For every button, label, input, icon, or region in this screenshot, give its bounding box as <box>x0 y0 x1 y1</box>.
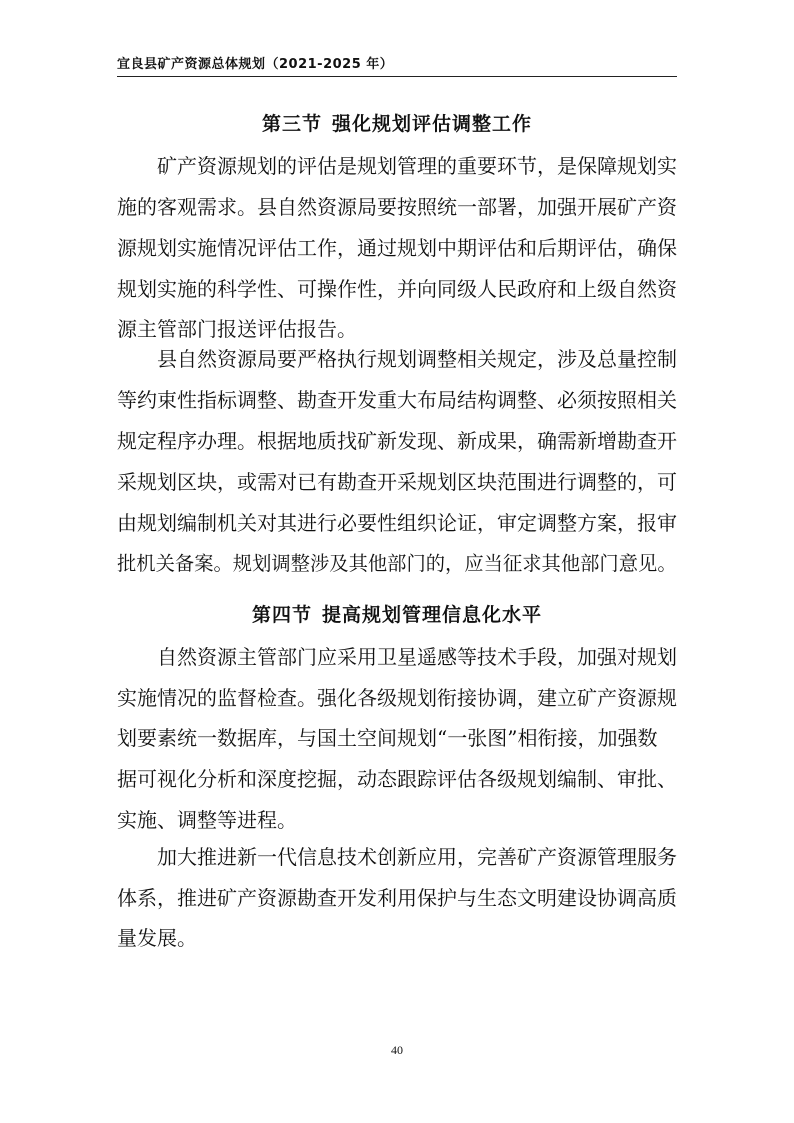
paragraph-line: 采规划区块，或需对已有勘查开采规划区块范围进行调整的，可 <box>117 470 677 494</box>
paragraph-line: 据可视化分析和深度挖掘，动态跟踪评估各级规划编制、审批、 <box>117 767 677 791</box>
running-header: 宜良县矿产资源总体规划（2021-2025 年） <box>117 57 394 72</box>
paragraph-line: 实施、调整等进程。 <box>117 808 297 832</box>
paragraph-line: 体系，推进矿产资源勘查开发利用保护与生态文明建设协调高质 <box>117 886 677 910</box>
paragraph-line: 县自然资源局要严格执行规划调整相关规定，涉及总量控制 <box>157 347 677 371</box>
section-title: 提高规划管理信息化水平 <box>322 604 543 626</box>
paragraph-line: 量发展。 <box>117 926 197 950</box>
paragraph-line: 施的客观需求。县自然资源局要按照统一部署，加强开展矿产资 <box>117 195 677 219</box>
section-heading <box>117 109 677 136</box>
paragraph-line: 划要素统一数据库，与国土空间规划“一张图”相衔接，加强数 <box>117 726 658 750</box>
section-number: 第四节 <box>251 604 312 626</box>
paragraph-line: 矿产资源规划的评估是规划管理的重要环节，是保障规划实 <box>157 154 677 178</box>
paragraph-line: 规划实施的科学性、可操作性，并向同级人民政府和上级自然资 <box>117 277 677 301</box>
paragraph-line: 源主管部门报送评估报告。 <box>117 317 357 341</box>
section-title: 强化规划评估调整工作 <box>332 113 533 135</box>
paragraph-line: 等约束性指标调整、勘查开发重大布局结构调整、必须按照相关 <box>117 388 677 412</box>
page-number: 40 <box>391 1043 403 1057</box>
paragraph-line: 自然资源主管部门应采用卫星遥感等技术手段，加强对规划 <box>157 645 677 669</box>
header-rule <box>117 76 677 77</box>
paragraph-line: 加大推进新一代信息技术创新应用，完善矿产资源管理服务 <box>157 845 677 869</box>
paragraph-line: 由规划编制机关对其进行必要性组织论证，审定调整方案，报审 <box>117 511 677 535</box>
section-heading <box>117 600 677 627</box>
section-number: 第三节 <box>261 113 322 135</box>
paragraph-line: 源规划实施情况评估工作，通过规划中期评估和后期评估，确保 <box>117 236 677 260</box>
paragraph-line: 实施情况的监督检查。强化各级规划衔接协调，建立矿产资源规 <box>117 686 677 710</box>
paragraph-line: 批机关备案。规划调整涉及其他部门的，应当征求其他部门意见。 <box>117 552 677 575</box>
paragraph-line: 规定程序办理。根据地质找矿新发现、新成果，确需新增勘查开 <box>117 429 677 453</box>
